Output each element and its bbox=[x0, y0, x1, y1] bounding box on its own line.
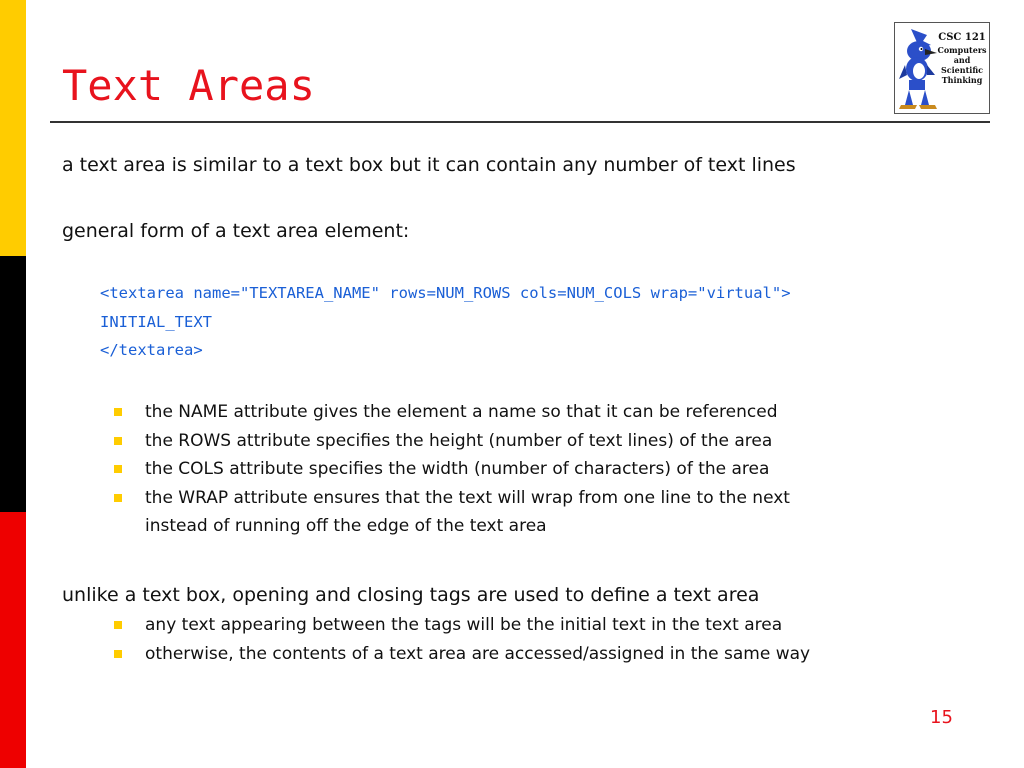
paragraph-general-form: general form of a text area element: bbox=[62, 220, 410, 242]
square-bullet-icon bbox=[114, 621, 122, 629]
square-bullet-icon bbox=[114, 465, 122, 473]
tags-bullet-list bbox=[110, 611, 810, 668]
square-bullet-icon bbox=[114, 437, 122, 445]
logo-line: Thinking bbox=[941, 75, 983, 85]
list-item-continuation bbox=[110, 512, 790, 541]
bluejay-mascot-icon bbox=[897, 25, 939, 111]
square-bullet-icon bbox=[114, 494, 122, 502]
slide-number: 15 bbox=[930, 707, 953, 728]
list-item bbox=[110, 398, 790, 427]
slide-title: Text Areas bbox=[62, 61, 315, 110]
side-stripe-red bbox=[0, 512, 26, 768]
code-line: <textarea name="TEXTAREA_NAME" rows=NUM_ROWS cols=NUM_COLS wrap="virtual"> bbox=[100, 284, 791, 302]
list-item-text: any text appearing between the tags will be the initial text in the text area bbox=[145, 615, 783, 635]
list-item-text: otherwise, the contents of a text area are accessed/assigned in the same way bbox=[145, 643, 811, 664]
code-line: </textarea> bbox=[100, 341, 203, 359]
paragraph-tags: unlike a text box, opening and closing tags are used to define a text area bbox=[62, 584, 760, 606]
logo-line: Scientific bbox=[940, 65, 983, 75]
list-item-text: the WRAP attribute ensures that the text will wrap from one line to the next bbox=[145, 487, 790, 508]
logo-course-code: CSC 121 bbox=[938, 32, 986, 43]
attribute-bullet-list bbox=[110, 398, 790, 541]
side-stripe-yellow bbox=[0, 0, 26, 256]
list-item-text: the COLS attribute specifies the width (number of characters) of the area bbox=[145, 459, 770, 479]
logo-text bbox=[937, 31, 987, 85]
side-stripe-black bbox=[0, 256, 26, 512]
list-item-text: the NAME attribute gives the element a name so that it can be referenced bbox=[145, 402, 778, 422]
list-item bbox=[110, 611, 810, 640]
title-divider bbox=[50, 121, 990, 123]
paragraph-intro: a text area is similar to a text box but it can contain any number of text lines bbox=[62, 154, 796, 176]
list-item bbox=[110, 484, 790, 513]
code-line: INITIAL_TEXT bbox=[100, 313, 212, 331]
list-item bbox=[110, 455, 790, 484]
logo-line: and bbox=[953, 55, 971, 65]
course-logo bbox=[894, 22, 990, 114]
logo-line: Computers bbox=[937, 45, 987, 55]
list-item-text: the ROWS attribute specifies the height (number of text lines) of the area bbox=[145, 430, 773, 451]
square-bullet-icon bbox=[114, 650, 122, 658]
list-item bbox=[110, 640, 810, 669]
list-item-text: instead of running off the edge of the text area bbox=[145, 516, 547, 536]
list-item bbox=[110, 427, 790, 456]
square-bullet-icon bbox=[114, 408, 122, 416]
